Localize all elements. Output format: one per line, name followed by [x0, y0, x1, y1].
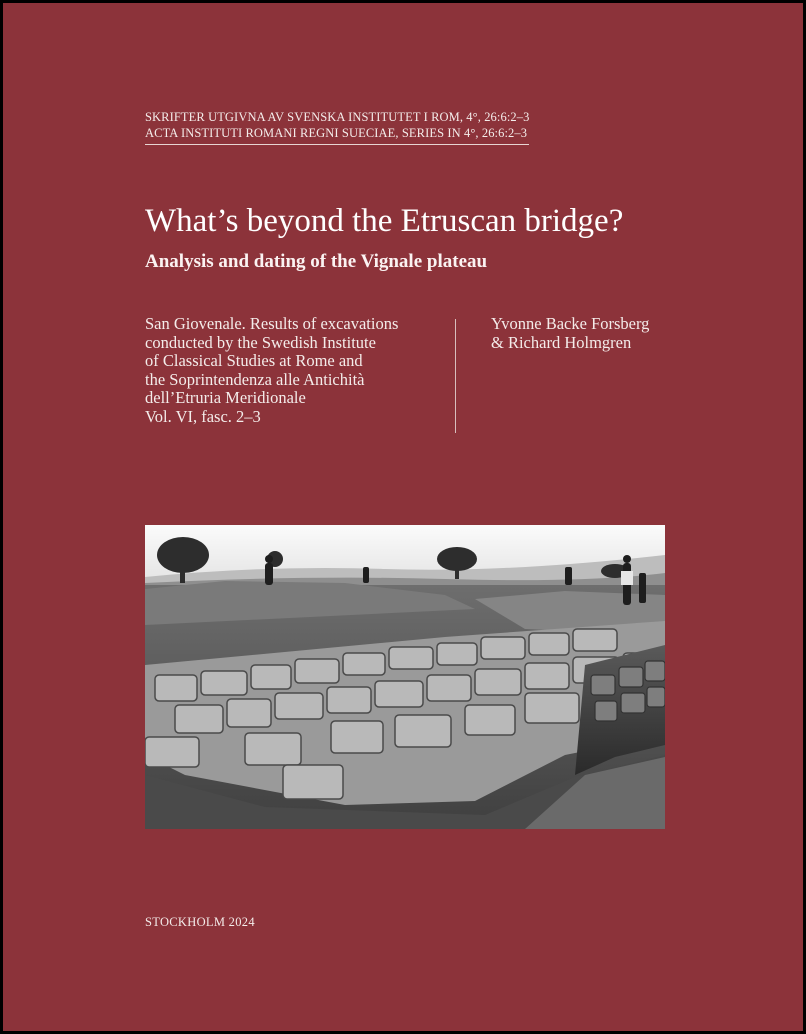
description-line: of Classical Studies at Rome and	[145, 351, 363, 371]
description-line: San Giovenale. Results of excavations	[145, 314, 399, 333]
imprint: STOCKHOLM 2024	[145, 915, 255, 929]
series-line-latin: ACTA INSTITUTI ROMANI REGNI SUECIAE, SERIES IN 4°, 26:6:2–3	[145, 125, 529, 145]
series-line-swedish: SKRIFTER UTGIVNA AV SVENSKA INSTITUTET I ROM, 4°, 26:6:2–3	[145, 110, 530, 124]
publication-description	[145, 315, 445, 427]
description-line: dell’Etruria Meridionale	[145, 388, 306, 408]
description-line: the Soprintendenza alle Antichità	[145, 369, 365, 389]
excavation-photo-illustration	[145, 525, 665, 829]
excavation-photo	[145, 525, 665, 829]
author-2: & Richard Holmgren	[491, 332, 632, 352]
author-1: Yvonne Backe Forsberg	[491, 314, 650, 333]
book-subtitle: Analysis and dating of the Vignale plateau	[145, 251, 488, 272]
authors	[491, 315, 649, 352]
series-statement	[145, 109, 529, 145]
vertical-divider	[455, 319, 456, 433]
book-title: What’s beyond the Etruscan bridge?	[145, 203, 624, 239]
description-line: conducted by the Swedish Institute	[145, 332, 376, 352]
volume-line: Vol. VI, fasc. 2–3	[145, 406, 261, 426]
